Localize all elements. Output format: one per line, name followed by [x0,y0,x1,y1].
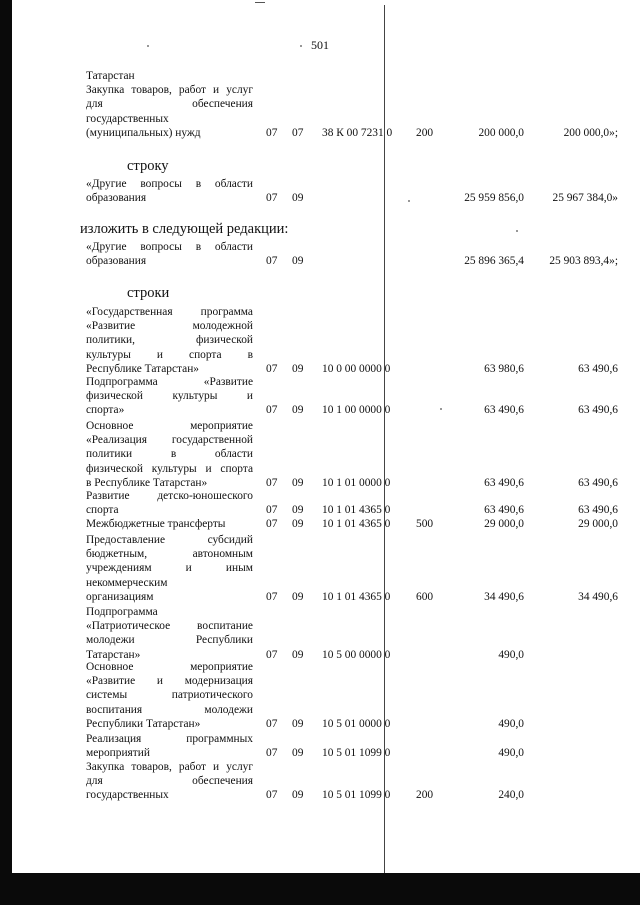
cell-subsection: 09 [292,590,304,603]
cell-subsection: 09 [292,648,304,661]
row-description-line: культуры и спорта в [86,348,253,361]
page-number: 501 [311,38,329,52]
row-description-line: политики, физической [86,334,253,347]
row-description-line: физической культуры и [86,390,253,403]
cell-amount-year-1: 490,0 [498,648,524,661]
row-description-line: Реализация программных [86,733,253,745]
cell-subsection: 09 [292,192,304,205]
cell-target-article: 10 1 01 0000 0 [322,476,391,489]
row-description-line: «Другие вопросы в области [86,241,253,253]
cell-subsection: 09 [292,717,304,730]
cell-section: 07 [266,747,278,760]
cell-section: 07 [266,192,278,205]
row-description-line: Основное мероприятие [86,420,253,432]
row-description-line: «Патриотическое воспитание [86,620,253,633]
cell-subsection: 07 [292,126,304,139]
cell-target-article: 10 5 00 0000 0 [322,648,391,661]
row-description-line: «Другие вопросы в области [86,178,253,190]
row-description-line: «Развитие молодежной [86,320,253,333]
cell-target-article: 10 5 01 0000 0 [322,717,391,730]
cell-section: 07 [266,362,278,375]
row-description-line: политики в области [86,448,253,461]
cell-amount-year-2: 29 000,0 [578,518,618,530]
row-description-line: некоммерческим [86,576,168,589]
row-description-line: образования [86,255,147,268]
scan-speck [408,200,410,202]
edit-heading: изложить в следующей редакции: [80,221,289,237]
row-description-line: спорта» [86,404,125,417]
row-description-line: Республики Татарстан» [86,717,201,730]
scan-speck [516,230,518,232]
cell-section: 07 [266,476,278,489]
row-description-line: молодежи Республики [86,634,253,647]
cell-expense-type: 200 [416,126,434,139]
scan-mark [255,2,265,3]
row-description-line: «Развитие и модернизация [86,675,253,688]
cell-subsection: 09 [292,504,304,517]
row-description-line: бюджетным, автономным [86,548,253,561]
cell-amount-year-1: 25 896 365,4 [464,255,524,268]
cell-amount-year-2: 25 903 893,4»; [549,255,618,268]
cell-amount-year-1: 29 000,0 [484,518,524,530]
cell-amount-year-2: 34 490,6 [578,590,618,603]
row-description-line: Межбюджетные трансферты [86,518,226,530]
cell-section: 07 [266,504,278,517]
row-description-line: образования [86,192,147,205]
row-description-line: для обеспечения [86,98,253,111]
cell-section: 07 [266,255,278,268]
row-description-line: «Государственная программа [86,306,253,318]
cell-subsection: 09 [292,747,304,760]
row-description-line: организациям [86,590,154,603]
cell-section: 07 [266,126,278,139]
row-description-line: физической культуры и спорта [86,462,253,475]
cell-expense-type: 200 [416,789,434,802]
cell-subsection: 09 [292,362,304,375]
cell-expense-type: 500 [416,518,434,530]
cell-section: 07 [266,717,278,730]
cell-amount-year-1: 34 490,6 [484,590,524,603]
cell-amount-year-2: 63 490,6 [578,476,618,489]
cell-target-article: 10 1 00 0000 0 [322,404,391,417]
cell-amount-year-2: 25 967 384,0» [552,192,618,205]
row-description-line: государственных [86,112,169,125]
row-description-line: системы патриотического [86,689,253,702]
cell-amount-year-2: 63 490,6 [578,504,618,517]
cell-target-article: 10 1 01 4365 0 [322,518,391,530]
cell-target-article: 10 1 01 4365 0 [322,590,391,603]
cell-amount-year-2: 63 490,6 [578,362,618,375]
row-description-line: спорта [86,504,119,517]
row-description-line: Закупка товаров, работ и услуг [86,761,253,773]
cell-subsection: 09 [292,789,304,802]
cell-amount-year-1: 490,0 [498,747,524,760]
row-description-line: для обеспечения [86,775,253,788]
cell-section: 07 [266,590,278,603]
row-description-line: Республике Татарстан» [86,362,199,375]
cell-amount-year-2: 200 000,0»; [563,126,618,139]
row-description-line: в Республике Татарстан» [86,476,208,489]
cell-target-article: 10 1 01 4365 0 [322,504,391,517]
cell-target-article: 10 5 01 1099 0 [322,789,391,802]
cell-target-article: 10 5 01 1099 0 [322,747,391,760]
cell-amount-year-2: 63 490,6 [578,404,618,417]
cell-amount-year-1: 200 000,0 [478,126,524,139]
cell-subsection: 09 [292,476,304,489]
cell-subsection: 09 [292,255,304,268]
cell-subsection: 09 [292,404,304,417]
cell-target-article: 10 0 00 0000 0 [322,362,391,375]
cell-amount-year-1: 490,0 [498,717,524,730]
cell-amount-year-1: 25 959 856,0 [464,192,524,205]
row-description-line: Подпрограмма «Развитие [86,376,253,388]
cell-target-article: 38 К 00 7231 0 [322,126,393,139]
cell-amount-year-1: 240,0 [498,789,524,802]
row-description-line: Предоставление субсидий [86,534,253,546]
row-description-line: учреждениям и иным [86,562,253,575]
row-description-line: государственных [86,789,169,802]
cell-section: 07 [266,518,278,530]
row-description-line: Подпрограмма [86,606,158,618]
row-description-line: Основное мероприятие [86,661,253,673]
cell-section: 07 [266,789,278,802]
cell-amount-year-1: 63 490,6 [484,476,524,489]
cell-subsection: 09 [292,518,304,530]
row-description-line: воспитания молодежи [86,703,253,716]
rows-heading: строки [127,285,170,301]
row-description-line: Развитие детско-юношеского [86,490,253,502]
scan-bottom-edge [0,873,640,905]
cell-amount-year-1: 63 490,6 [484,404,524,417]
row-description-line: Татарстан [86,70,135,82]
scan-left-edge [0,0,12,905]
row-description-line: Закупка товаров, работ и услуг [86,84,253,97]
row-heading: строку [127,158,169,174]
row-description-line: Татарстан» [86,648,141,661]
row-description-line: мероприятий [86,747,150,760]
cell-amount-year-1: 63 980,6 [484,362,524,375]
cell-amount-year-1: 63 490,6 [484,504,524,517]
cell-expense-type: 600 [416,590,434,603]
cell-section: 07 [266,404,278,417]
row-description-line: «Реализация государственной [86,434,253,447]
row-description-line: (муниципальных) нужд [86,126,201,139]
cell-section: 07 [266,648,278,661]
